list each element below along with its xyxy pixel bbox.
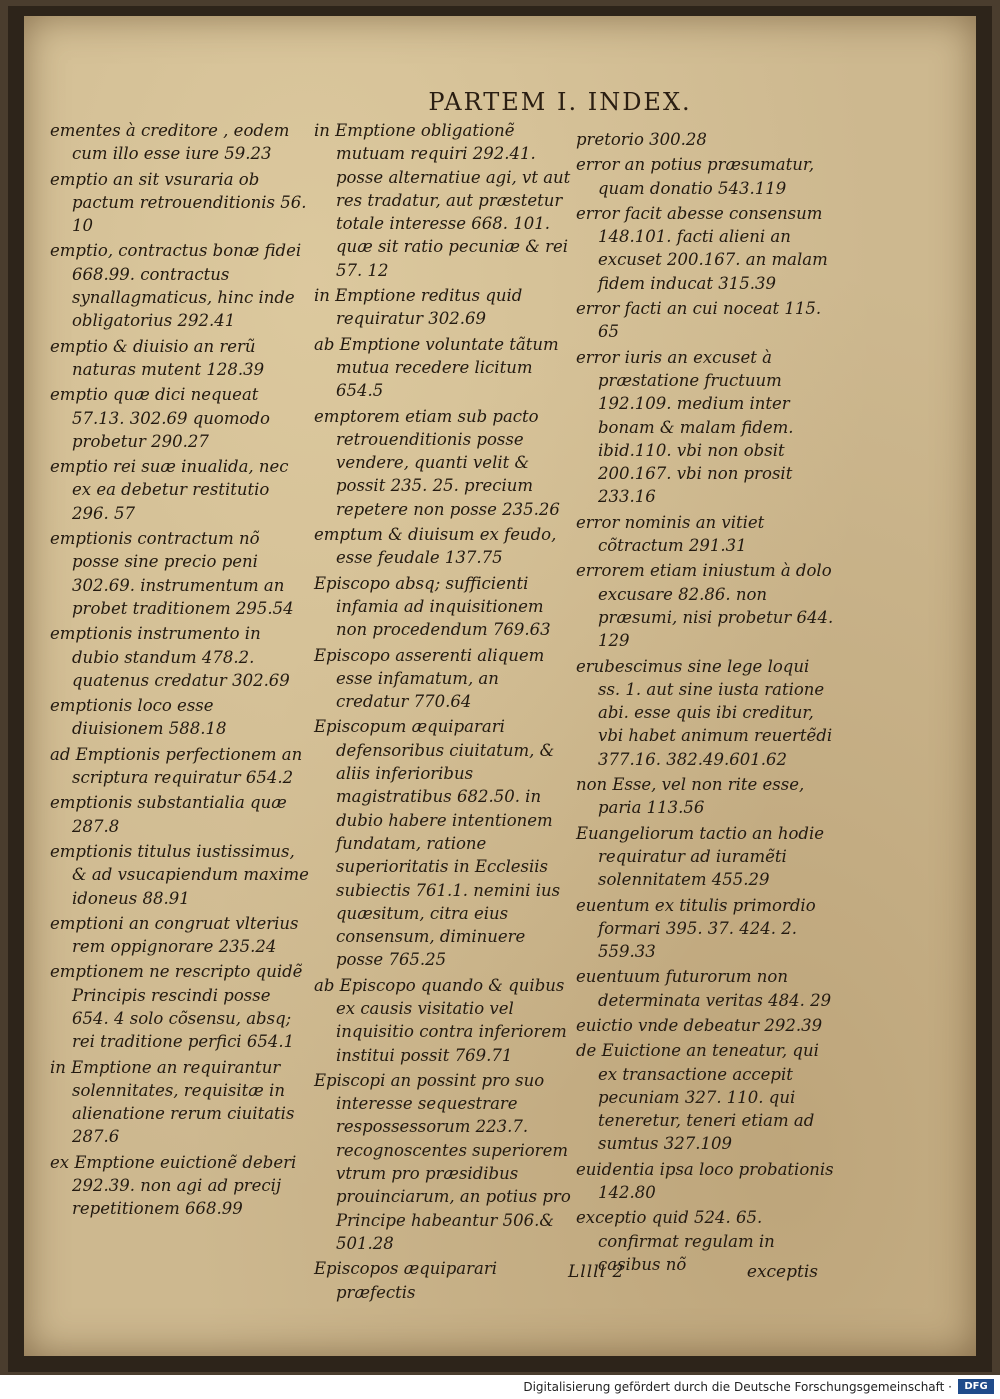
index-entry: emptionis contractum nõ posse sine precio peni 302.69. instrumentum an probet traditionem 295.54 (50, 529, 294, 618)
digitization-footer (0, 1375, 1000, 1399)
index-entry: error facti an cui noceat 115. 65 (576, 299, 822, 342)
index-entry: emptum & diuisum ex feudo, esse feudale 137.75 (314, 525, 557, 568)
index-entry: erubescimus sine lege loqui ss. 1. aut sine iusta ratione abi. esse quis ibi creditur, vbi habet animum reuertẽdi 377.16. 382.49.601.62 (576, 656, 833, 769)
index-entry: euentuum futurorum non determinata veritas 484. 29 (576, 967, 832, 1010)
index-entry: Episcopo absq; sufficienti infamia ad inquisitionem non procedendum 769.63 (314, 573, 551, 640)
index-entry: exceptio quid 524. 65. confirmat regulam in casibus nõ (576, 1208, 775, 1274)
index-entry: Episcopi an possint pro suo interesse sequestrare respossessorum 223.7. recognoscentes superiorem vtrum pro præsidibus prouinciarum, an potius pro Principe habeantur 506.& 501.28 (314, 1070, 571, 1253)
index-entry: error nominis an vitiet cõtractum 291.31 (576, 512, 765, 556)
index-entry: emptionem ne rescripto quidẽ Principis rescindi posse 654. 4 solo cõsensu, absq; rei traditione perfici 654.1 (50, 962, 303, 1052)
index-entry: emptio & diuisio an rerũ naturas mutent 128.39 (50, 336, 265, 379)
signature-mark: Lllll 2 (568, 1262, 625, 1282)
index-entry: ad Emptionis perfectionem an scriptura requiratur 654.2 (50, 744, 303, 788)
index-entry: Episcopum æquiparari defensoribus ciuitatum, & aliis inferioribus magistratibus 682.50. in dubio habere intentionem fundatam, ratione superioritatis in Ecclesiis subiectis 761.1. nemini ius quæsitum, citra eius consensum, diminuere posse 765.25 (314, 717, 561, 970)
index-entry: euentum ex titulis primordio formari 395. 37. 424. 2. 559.33 (576, 895, 816, 962)
index-entry: errorem etiam iniustum à dolo excusare 82.86. non præsumi, nisi probetur 644. 129 (576, 561, 834, 651)
index-entry: non Esse, vel non rite esse, paria 113.56 (576, 775, 805, 818)
index-entry: error an potius præsumatur, quam donatio 543.119 (576, 155, 815, 198)
index-entry: ab Episcopo quando & quibus ex causis visitatio vel inquisitio contra inferiorem institui possit 769.71 (314, 975, 567, 1065)
index-entry: emptio quæ dici nequeat 57.13. 302.69 quomodo probetur 290.27 (50, 385, 270, 451)
index-entry: Euangeliorum tactio an hodie requiratur ad iuramẽti solennitatem 455.29 (576, 823, 825, 890)
index-entry: emptio an sit vsuraria ob pactum retrouenditionis 56. 10 (50, 169, 307, 236)
index-entry: emptioni an congruat vlterius rem oppignorare 235.24 (50, 913, 299, 957)
index-entry: in Emptione an requirantur solennitates, requisitæ in alienatione rerum ciuitatis 287.6 (50, 1057, 295, 1147)
index-entry: error facit abesse consensum 148.101. facti alieni an excuset 200.167. an malam fidem inducat 315.39 (576, 203, 828, 293)
index-entry: emptio rei suæ inualida, nec ex ea debetur restitutio 296. 57 (50, 457, 289, 523)
catchword: exceptis (746, 1262, 818, 1282)
index-entry: in Emptione reditus quid requiratur 302.69 (314, 286, 523, 329)
index-entry: emptionis titulus iustissimus, & ad vsucapiendum maxime idoneus 88.91 (50, 841, 309, 908)
index-entry: euictio vnde debeatur 292.39 (576, 1015, 823, 1035)
index-entry: ex Emptione euictionẽ deberi 292.39. non agi ad precij repetitionem 668.99 (50, 1152, 297, 1219)
index-column-2 (312, 119, 574, 1306)
index-entry: emptio, contractus bonæ fidei 668.99. contractus synallagmaticus, hinc inde obligatorius 292.41 (50, 241, 302, 331)
index-entry: emptionis substantialia quæ 287.8 (50, 793, 287, 836)
index-entry: emptionis loco esse diuisionem 588.18 (50, 696, 227, 739)
index-entry: pretorio 300.28 (576, 130, 707, 149)
index-entry: emptionis instrumento in dubio standum 478.2. quatenus credatur 302.69 (50, 624, 290, 690)
page-header: PARTEM I. INDEX. (428, 88, 692, 116)
index-entry: de Euictione an teneatur, qui ex transactione accepit pecuniam 327. 110. qui teneretur, teneri etiam ad sumtus 327.109 (576, 1041, 819, 1154)
index-entry: euidentia ipsa loco probationis 142.80 (576, 1159, 834, 1203)
index-entry: ab Emptione voluntate tãtum mutua recedere licitum 654.5 (314, 334, 559, 401)
index-entry: Episcopo asserenti aliquem esse infamatum, an credatur 770.64 (314, 645, 545, 712)
index-entry: ementes à creditore , eodem cum illo esse iure 59.23 (50, 121, 290, 164)
index-entry: error iuris an excuset à præstatione fructuum 192.109. medium inter bonam & malam fidem. ibid.110. vbi non obsit 200.167. vbi non prosit 233.16 (576, 347, 794, 507)
index-entry: emptorem etiam sub pacto retrouenditionis posse vendere, quanti velit & possit 235. 25. precium repetere non posse 235.26 (314, 406, 560, 519)
dfg-logo: DFG (958, 1379, 994, 1394)
index-entry: in Emptione obligationẽ mutuam requiri 292.41. posse alternatiue agi, vt aut res tradatur, aut præstetur totale interesse 668. 101. quæ sit ratio pecuniæ & rei 57. 12 (314, 121, 571, 280)
index-column-1 (48, 119, 310, 1223)
footer-credit-text: Digitalisierung gefördert durch die Deutsche Forschungsgemeinschaft · (523, 1380, 952, 1394)
index-entry: Episcopos æquiparari præfectis (314, 1259, 497, 1302)
index-column-3 (574, 128, 836, 1278)
